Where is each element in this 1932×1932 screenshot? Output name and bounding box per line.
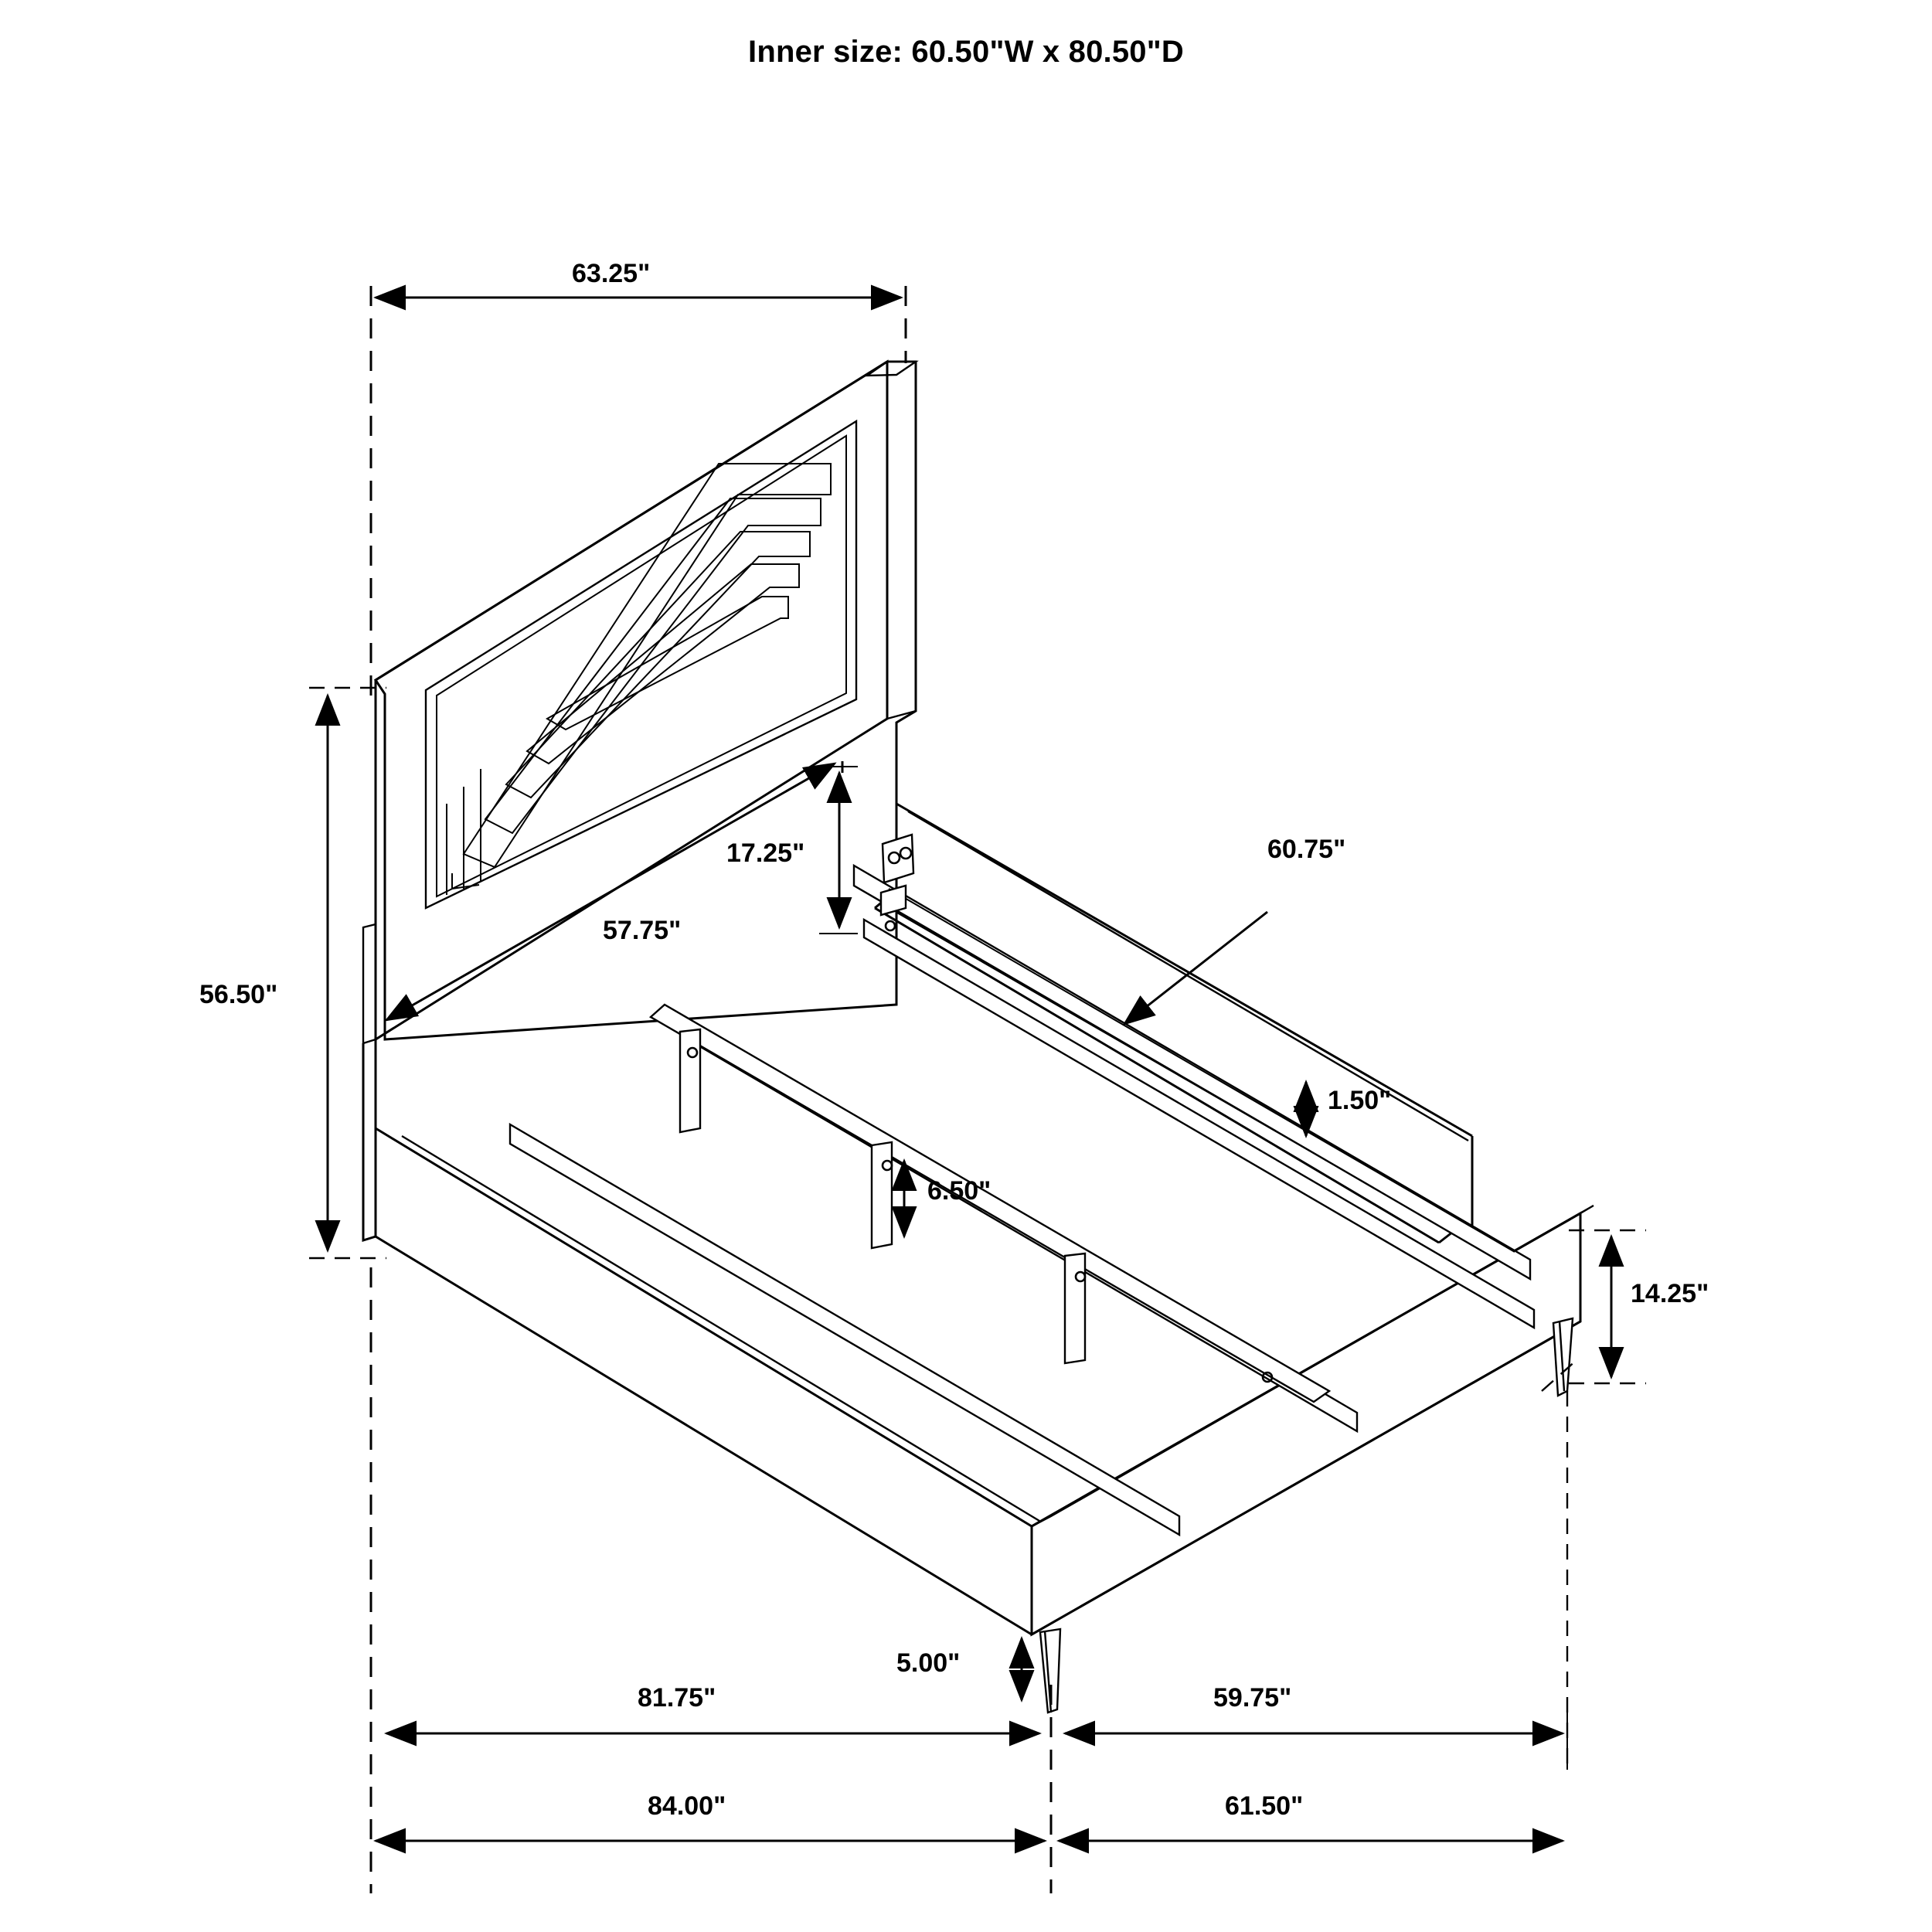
dimension-label-slat-support-height: 6.50" (927, 1176, 992, 1206)
dimension-label-headboard-inner-height: 57.75" (603, 916, 682, 945)
dimension-label-overall-width: 61.50" (1225, 1791, 1304, 1821)
dimension-label-overall-width-inner: 59.75" (1213, 1683, 1292, 1713)
dimension-label-rail-thickness: 1.50" (1328, 1086, 1392, 1115)
dimension-label-leg-height: 5.00" (896, 1648, 961, 1678)
dimension-label-footboard-height: 14.25" (1631, 1279, 1709, 1308)
dimension-label-overall-length-inner: 81.75" (638, 1683, 716, 1713)
dimension-label-side-rail-width: 60.75" (1267, 835, 1346, 864)
dimension-label-headboard-panel-height: 17.25" (726, 838, 805, 868)
page-title: Inner size: 60.50"W x 80.50"D (748, 35, 1184, 69)
dimension-label-overall-height: 56.50" (199, 980, 278, 1009)
dimension-label-headboard-width: 63.25" (572, 259, 651, 288)
dimension-label-overall-length: 84.00" (648, 1791, 726, 1821)
